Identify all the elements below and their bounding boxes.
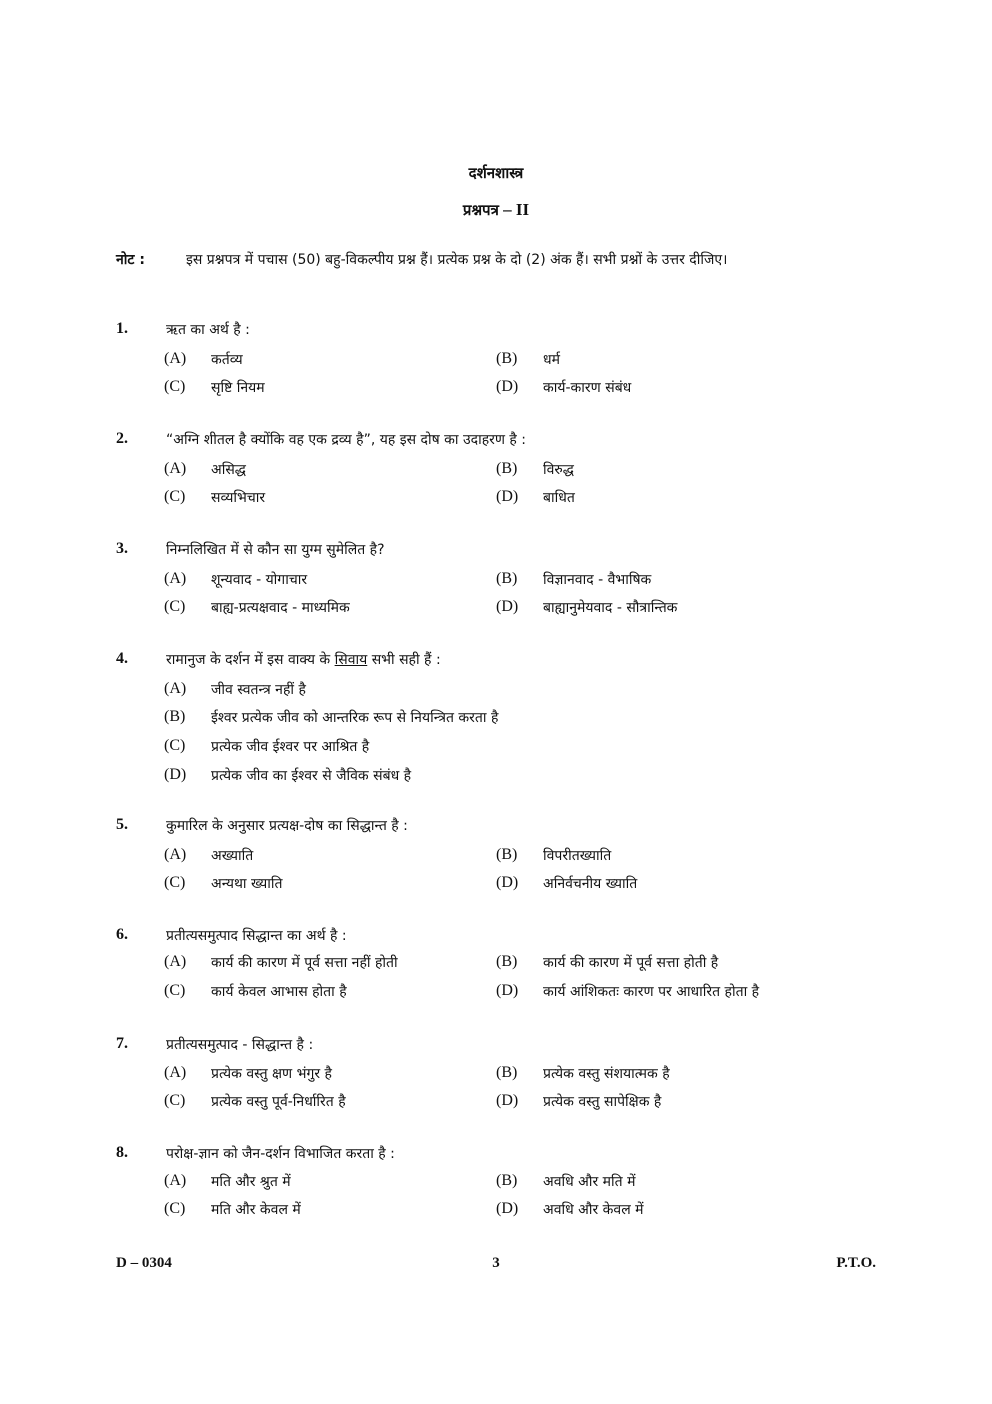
pto-label: P.T.O. <box>836 1255 876 1271</box>
option-label: (B) <box>496 953 518 970</box>
option-text: अनिर्वचनीय ख्याति <box>543 876 638 892</box>
option-label: (D) <box>496 1200 519 1217</box>
option-text: अवधि और केवल में <box>543 1202 644 1218</box>
option-label: (C) <box>164 1092 186 1109</box>
option-label: (B) <box>496 570 518 587</box>
option-label: (A) <box>164 680 187 697</box>
option-text: कार्य आंशिकतः कारण पर आधारित होता है <box>543 984 760 1000</box>
option-label: (C) <box>164 378 186 395</box>
option-text: अख्याति <box>211 848 254 864</box>
option-text: कार्य की कारण में पूर्व सत्ता नहीं होती <box>211 955 398 971</box>
option-text: विज्ञानवाद - वैभाषिक <box>543 572 652 588</box>
option-label: (A) <box>164 846 187 863</box>
option-text: जीव स्वतन्त्र नहीं है <box>211 682 306 698</box>
option-text: शून्यवाद - योगाचार <box>211 572 308 588</box>
option-label: (B) <box>496 846 518 863</box>
option-text: सव्यभिचार <box>211 490 266 506</box>
question-number: 6. <box>116 926 128 943</box>
option-label: (B) <box>496 460 518 477</box>
option-label: (C) <box>164 488 186 505</box>
page-number: 3 <box>492 1255 500 1271</box>
option-text: बाह्य-प्रत्यक्षवाद - माध्यमिक <box>211 600 350 616</box>
option-label: (A) <box>164 570 187 587</box>
option-label: (B) <box>496 1172 518 1189</box>
option-label: (A) <box>164 1064 187 1081</box>
subject-title: दर्शनशास्त्र <box>468 164 524 182</box>
question-number: 3. <box>116 540 128 557</box>
option-text: असिद्ध <box>211 462 246 478</box>
question-text: प्रतीत्यसमुत्पाद सिद्धान्त का अर्थ है : <box>166 928 347 944</box>
option-label: (D) <box>496 982 519 999</box>
option-text: सृष्टि नियम <box>211 380 265 396</box>
option-label: (D) <box>496 874 519 891</box>
question-number: 2. <box>116 430 128 447</box>
question-number: 5. <box>116 816 128 833</box>
option-label: (D) <box>496 378 519 395</box>
option-text: कार्य केवल आभास होता है <box>211 984 347 1000</box>
option-label: (C) <box>164 982 186 999</box>
question-text: प्रतीत्यसमुत्पाद - सिद्धान्त है : <box>166 1037 314 1053</box>
question-text: रामानुज के दर्शन में इस वाक्य के सिवाय सभी सही हैं : <box>166 652 441 668</box>
question-text: “अग्नि शीतल है क्योंकि वह एक द्रव्य है”, यह इस दोष का उदाहरण है : <box>166 432 527 448</box>
option-label: (B) <box>496 350 518 367</box>
question-number: 7. <box>116 1035 128 1052</box>
option-text: ईश्वर प्रत्येक जीव को आन्तरिक रूप से नियन्त्रित करता है <box>211 710 499 726</box>
option-text: प्रत्येक वस्तु सापेक्षिक है <box>543 1094 662 1110</box>
option-text: कर्तव्य <box>211 352 243 368</box>
option-text: कार्य-कारण संबंध <box>543 380 632 396</box>
option-text: प्रत्येक वस्तु पूर्व-निर्धारित है <box>211 1094 346 1110</box>
option-label: (B) <box>496 1064 518 1081</box>
option-label: (C) <box>164 598 186 615</box>
question-number: 8. <box>116 1144 128 1161</box>
underlined-word: सिवाय <box>334 652 368 668</box>
option-label: (D) <box>496 1092 519 1109</box>
question-number: 4. <box>116 650 128 667</box>
note-text: इस प्रश्नपत्र में पचास (50) बहु-विकल्पीय प्रश्न हैं। प्रत्येक प्रश्न के दो (2) अंक हैं। सभी प्रश्नों के उत्तर दीजिए। <box>186 252 728 268</box>
option-text: विपरीतख्याति <box>543 848 612 864</box>
option-label: (D) <box>164 766 187 783</box>
option-text: प्रत्येक जीव ईश्वर पर आश्रित है <box>211 739 370 755</box>
option-text: प्रत्येक जीव का ईश्वर से जैविक संबंध है <box>211 768 412 784</box>
note-label: नोट : <box>116 252 145 268</box>
option-label: (D) <box>496 488 519 505</box>
option-label: (C) <box>164 737 186 754</box>
paper-code: D – 0304 <box>116 1255 172 1271</box>
option-label: (A) <box>164 953 187 970</box>
question-text: ऋत का अर्थ है : <box>166 322 250 338</box>
question-text: परोक्ष-ज्ञान को जैन-दर्शन विभाजित करता है : <box>166 1146 395 1162</box>
option-label: (C) <box>164 1200 186 1217</box>
paper-number: II <box>515 200 530 219</box>
option-text: मति और श्रुत में <box>211 1174 291 1190</box>
paper-word: प्रश्नपत्र <box>462 201 499 219</box>
paper-title <box>0 200 992 220</box>
paper-dash: – <box>498 200 516 219</box>
option-text: बाधित <box>543 490 575 506</box>
option-text: बाह्यानुमेयवाद - सौत्रान्तिक <box>543 600 678 616</box>
option-text: कार्य की कारण में पूर्व सत्ता होती है <box>543 955 719 971</box>
question-text: निम्नलिखित में से कौन सा युग्म सुमेलित है? <box>166 542 385 558</box>
option-text: मति और केवल में <box>211 1202 301 1218</box>
option-label: (A) <box>164 350 187 367</box>
option-text: धर्म <box>543 352 560 368</box>
option-label: (A) <box>164 460 187 477</box>
option-label: (D) <box>496 598 519 615</box>
question-number: 1. <box>116 320 128 337</box>
option-text: विरुद्ध <box>543 462 574 478</box>
option-label: (C) <box>164 874 186 891</box>
option-text: प्रत्येक वस्तु संशयात्मक है <box>543 1066 670 1082</box>
option-label: (A) <box>164 1172 187 1189</box>
option-text: अवधि और मति में <box>543 1174 636 1190</box>
option-text: अन्यथा ख्याति <box>211 876 283 892</box>
option-label: (B) <box>164 708 186 725</box>
question-text: कुमारिल के अनुसार प्रत्यक्ष-दोष का सिद्धान्त है : <box>166 818 408 834</box>
option-text: प्रत्येक वस्तु क्षण भंगुर है <box>211 1066 332 1082</box>
